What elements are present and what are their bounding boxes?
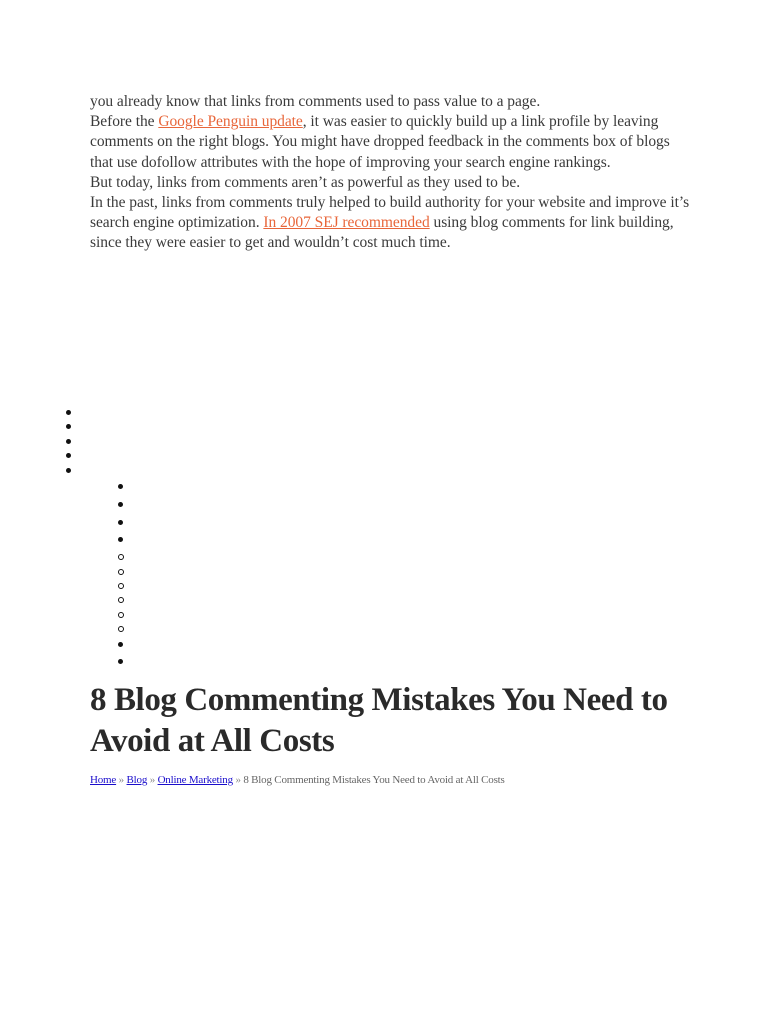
breadcrumb-link-home[interactable]: Home — [90, 774, 117, 786]
disc-bullet-icon — [118, 520, 123, 525]
paragraph-text: you already know that links from comments used to pass value to a page. — [90, 93, 541, 110]
article-paragraph — [90, 92, 690, 112]
disc-bullet-icon — [118, 484, 123, 489]
inline-article-link[interactable]: In 2007 SEJ recommended — [263, 214, 430, 232]
article-paragraph — [90, 193, 690, 254]
inline-article-link[interactable]: Google Penguin update — [158, 113, 303, 131]
article-paragraph — [90, 112, 690, 173]
breadcrumb-separator: » — [149, 774, 155, 786]
circle-bullet-icon — [118, 569, 124, 575]
circle-bullet-icon — [118, 554, 124, 560]
disc-bullet-icon — [118, 642, 123, 647]
page-title: 8 Blog Commenting Mistakes You Need to Avoid at All Costs — [90, 682, 668, 759]
circle-bullet-icon — [118, 612, 124, 618]
disc-bullet-icon — [66, 424, 71, 429]
breadcrumb-link-online-marketing[interactable]: Online Marketing — [157, 774, 233, 786]
circle-bullet-icon — [118, 583, 124, 589]
disc-bullet-icon — [118, 537, 123, 542]
article-intro — [90, 92, 690, 254]
paragraph-text: using blog comments for link building, since they were easier to get and wouldn’t cost much time. — [90, 214, 674, 252]
breadcrumb-current: 8 Blog Commenting Mistakes You Need to Avoid at All Costs — [243, 774, 505, 786]
circle-bullet-icon — [118, 597, 124, 603]
breadcrumb — [90, 773, 730, 787]
disc-bullet-icon — [66, 410, 71, 415]
paragraph-text: In the past, links from comments truly helped to build authority for your website and improve it’s search engine optimization. — [90, 194, 690, 232]
disc-bullet-icon — [118, 502, 123, 507]
paragraph-text: , it was easier to quickly build up a link profile by leaving comments on the right blogs. You might have dropped feedback in the comments box of blogs that use dofollow attributes with the hope of improving your search engine rankings. — [90, 113, 670, 171]
disc-bullet-icon — [66, 453, 71, 458]
disc-bullet-icon — [118, 659, 123, 664]
breadcrumb-separator: » — [235, 774, 241, 786]
paragraph-text: But today, links from comments aren’t as powerful as they used to be. — [90, 173, 521, 191]
disc-bullet-icon — [66, 468, 71, 473]
breadcrumb-link-blog[interactable]: Blog — [126, 774, 148, 786]
paragraph-text: Before the — [90, 113, 159, 131]
circle-bullet-icon — [118, 626, 124, 632]
breadcrumb-separator: » — [118, 774, 124, 786]
article-paragraph — [90, 173, 690, 193]
disc-bullet-icon — [66, 439, 71, 444]
